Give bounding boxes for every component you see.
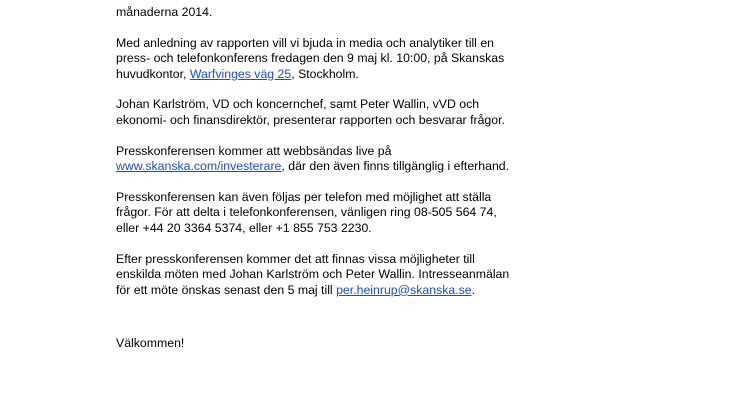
paragraph-spacer xyxy=(116,21,616,36)
address-link[interactable]: Warfvinges väg 25 xyxy=(189,66,292,81)
paragraph-invitation xyxy=(116,36,616,83)
text-line: eller +44 20 3364 5374, eller +1 855 753 2230. xyxy=(116,220,372,235)
paragraph-spacer xyxy=(116,129,616,144)
text-line: , där den även finns tillgänglig i efterhand. xyxy=(281,159,510,174)
text-line: Med anledning av rapporten vill vi bjuda in media och analytiker till en xyxy=(116,35,495,50)
paragraph-speakers xyxy=(116,97,616,128)
paragraph-spacer xyxy=(116,237,616,252)
text-line: Efter presskonferensen kommer det att finnas vissa möjligheter till xyxy=(116,251,475,266)
document-body xyxy=(116,5,616,367)
text-line: . xyxy=(471,282,476,297)
text-line: Presskonferensen kan även följas per telefon med möjlighet att ställa xyxy=(116,189,492,204)
paragraph-spacer xyxy=(116,352,616,367)
paragraph-meetings xyxy=(116,252,616,299)
paragraph-webcast xyxy=(116,144,616,175)
text-line: Presskonferensen kommer att webbsändas live på xyxy=(116,143,392,158)
text-line: frågor. För att delta i telefonkonferensen, vänligen ring 08-505 564 74, xyxy=(116,205,497,220)
text-line: press- och telefonkonferens fredagen den 9 maj kl. 10:00, på Skanskas xyxy=(116,51,505,66)
text-line: enskilda möten med Johan Karlström och Peter Wallin. Intresseanmälan xyxy=(116,267,510,282)
text-line: huvudkontor, xyxy=(116,66,190,81)
text-line: Johan Karlström, VD och koncernchef, samt Peter Wallin, vVD och xyxy=(116,97,480,112)
closing-salutation: Välkommen! xyxy=(116,336,185,351)
paragraph-spacer xyxy=(116,82,616,97)
paragraph-spacer xyxy=(116,175,616,190)
paragraph-phone xyxy=(116,190,616,237)
section-spacer xyxy=(116,298,616,336)
text-line: månaderna 2014. xyxy=(116,5,213,19)
webcast-link[interactable]: www.skanska.com/investerare xyxy=(116,159,282,174)
paragraph-intro-continuation xyxy=(116,5,616,21)
email-link[interactable]: per.heinrup@skanska.se xyxy=(336,282,472,297)
text-line: för ett möte önskas senast den 5 maj till xyxy=(116,282,337,297)
text-line: , Stockholm. xyxy=(291,66,359,81)
text-line: ekonomi- och finansdirektör, presenterar rapporten och besvarar frågor. xyxy=(116,112,505,127)
